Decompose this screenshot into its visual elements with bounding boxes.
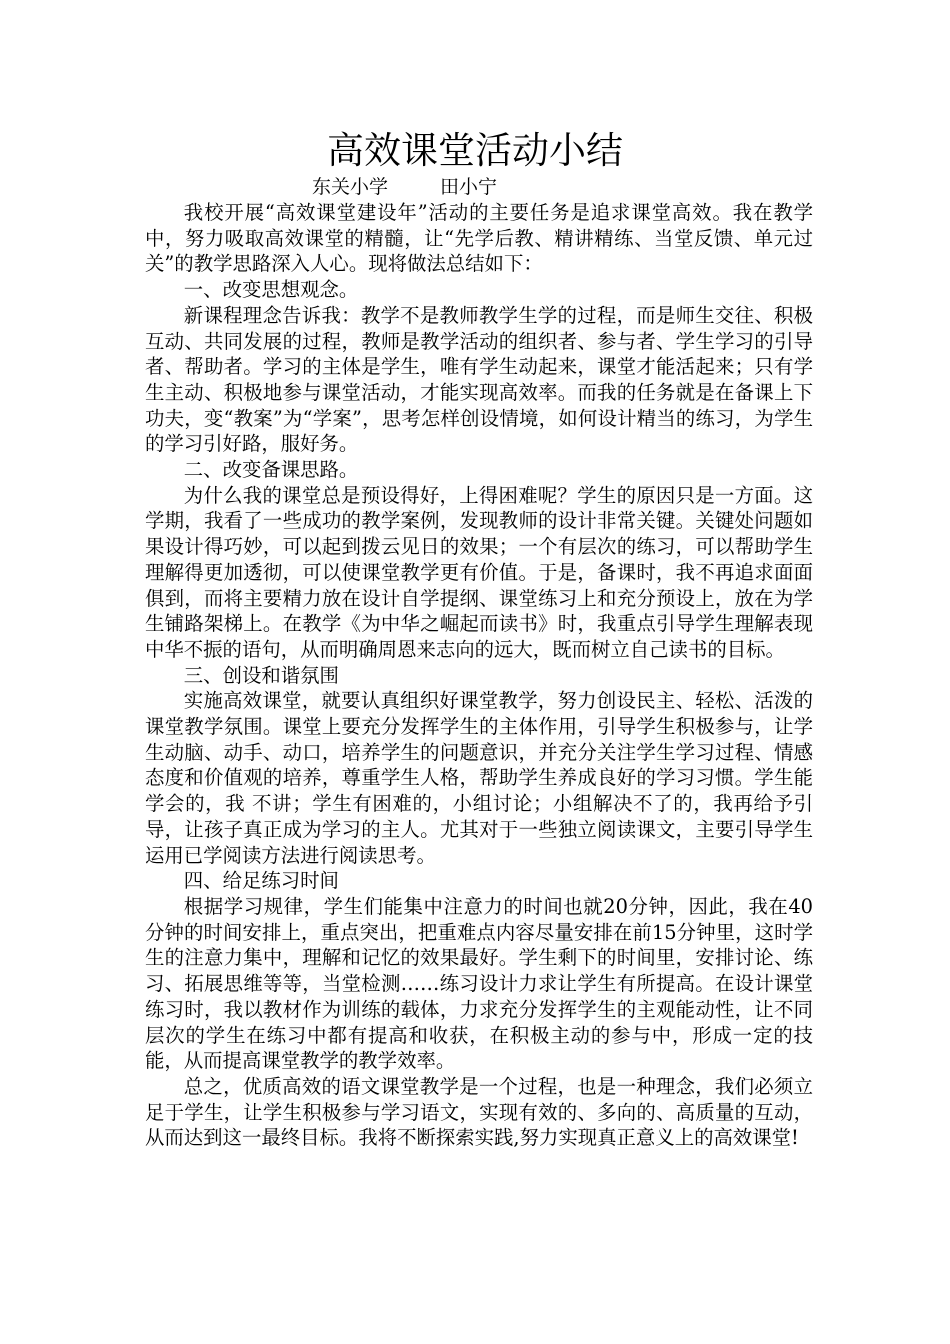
section-heading-4: 四、给足练习时间 xyxy=(183,869,339,893)
paragraph-intro: 我校开展“高效课堂建设年”活动的主要任务是追求课堂高效。我在教学中，努力吸取高效课堂的精髓，让“先学后教、精讲精练、当堂反馈、单元过关”的教学思路深入人心。现将做法总结如下： xyxy=(145,201,813,276)
paragraph-section-1: 新课程理念告诉我：教学不是教师教学生学的过程，而是师生交往、积极互动、共同发展的过程，教师是教学活动的组织者、参与者、学生学习的引导者、帮助者。学习的主体是学生，唯有学生动起来，课堂才能活起来；只有学生主动、积极地参与课堂活动，才能实现高效率。而我的任务就是在备课上下功夫，变“教案”为“学案”，思考怎样创设情境，如何设计精当的练习，为学生的学习引好路，服好务。 xyxy=(145,303,813,456)
section-heading-3: 三、创设和谐氛围 xyxy=(183,663,339,687)
document-title: 高效课堂活动小结 xyxy=(327,129,623,172)
paragraph-conclusion: 总之，优质高效的语文课堂教学是一个过程，也是一种理念，我们必须立足于学生，让学生积极参与学习语文，实现有效的、多向的、高质量的互动，从而达到这一最终目标。我将不断探索实践,努力实现真正意义上的高效课堂! xyxy=(145,1074,813,1150)
section-heading-2: 二、改变备课思路。 xyxy=(183,458,359,482)
section-heading-1: 一、改变思想观念。 xyxy=(183,278,359,302)
paragraph-section-2: 为什么我的课堂总是预设得好，上得困难呢？学生的原因只是一方面。这学期，我看了一些成功的教学案例，发现教师的设计非常关键。关键处问题如果设计得巧妙，可以起到拨云见日的效果；一个有层次的练习，可以帮助学生理解得更加透彻，可以使课堂教学更有价值。于是，备课时，我不再追求面面俱到，而将主要精力放在设计自学提纲、课堂练习上和充分预设上，放在为学生铺路架梯上。在教学《为中华之崛起而读书》时，我重点引导学生理解表现中华不振的语句，从而明确周恩来志向的远大，既而树立自己读书的目标。 xyxy=(145,483,813,661)
paragraph-section-3: 实施高效课堂，就要认真组织好课堂教学，努力创设民主、轻松、活泼的课堂教学氛围。课堂上要充分发挥学生的主体作用，引导学生积极参与，让学生动脑、动手、动口，培养学生的问题意识，并充分关注学生学习过程、情感态度和价值观的培养，尊重学生人格，帮助学生养成良好的学习习惯。学生能学会的，我 不讲；学生有困难的，小组讨论；小组解决不了的，我再给予引导，让孩子真正成为学习的主人。尤其对于一些独立阅读课文，主要引导学生运用已学阅读方法进行阅读思考。 xyxy=(145,689,813,867)
document-body xyxy=(145,200,813,1151)
byline xyxy=(312,174,497,200)
school-name: 东关小学 xyxy=(312,176,389,198)
author-name: 田小宁 xyxy=(440,176,498,198)
paragraph-section-4: 根据学习规律，学生们能集中注意力的时间也就20分钟，因此，我在40分钟的时间安排上，重点突出，把重难点内容尽量安排在前15分钟里，这时学生的注意力集中，理解和记忆的效果最好。学生剩下的时间里，安排讨论、练习、拓展思维等等，当堂检测……练习设计力求让学生有所提高。在设计课堂练习时，我以教材作为训练的载体，力求充分发挥学生的主观能动性，让不同层次的学生在练习中都有提高和收获，在积极主动的参与中，形成一定的技能，从而提高课堂教学的教学效率。 xyxy=(145,894,813,1073)
